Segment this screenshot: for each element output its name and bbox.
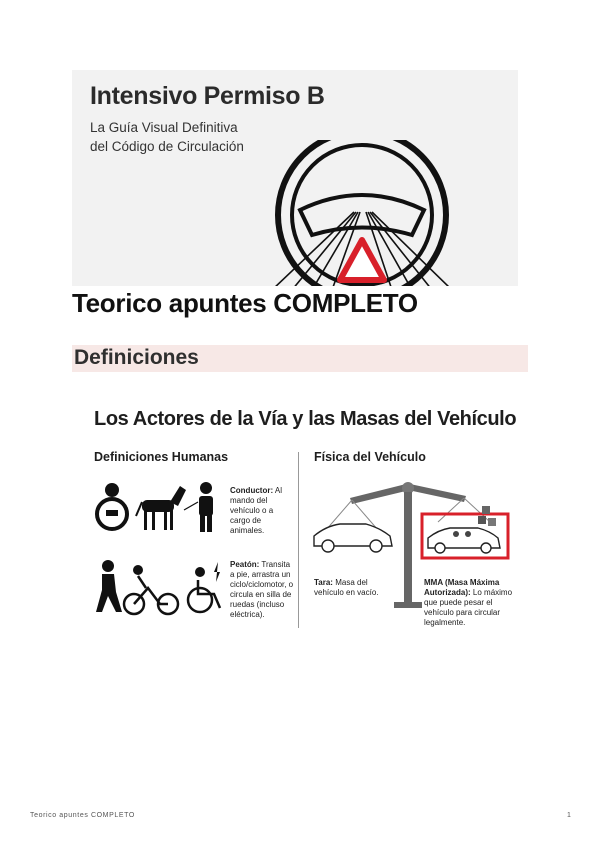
- right-column-heading: Física del Vehículo: [314, 450, 426, 464]
- cover-title: Intensivo Permiso B: [90, 82, 325, 110]
- tara-definition: [314, 578, 394, 598]
- horse-icon: [136, 486, 186, 530]
- infographic-title: Los Actores de la Vía y las Masas del Vehículo: [94, 408, 517, 430]
- human-icons-row1: [94, 480, 230, 536]
- column-divider: [298, 452, 299, 628]
- cover-subtitle-line2: del Código de Circulación: [90, 139, 244, 154]
- conductor-definition: [230, 486, 294, 536]
- peaton-text: Transita a pie, arrastra un ciclo/ciclomotor, o circula en silla de ruedas (incluso eléctrica).: [230, 560, 294, 619]
- document-title: Teorico apuntes COMPLETO: [72, 288, 418, 318]
- mma-definition: [424, 578, 516, 628]
- left-column-heading: Definiciones Humanas: [94, 450, 229, 464]
- tara-text: Masa del vehículo en vacío.: [314, 578, 379, 597]
- conductor-term: Conductor:: [230, 486, 274, 495]
- cover-subtitle-line1: La Guía Visual Definitiva: [90, 120, 238, 135]
- cover-banner: [72, 70, 518, 286]
- peaton-definition: [230, 560, 296, 620]
- wheelchair-icon: [188, 562, 220, 612]
- footer-document-name: Teorico apuntes COMPLETO: [30, 812, 135, 819]
- infographic: [80, 392, 522, 630]
- peaton-term: Peatón:: [230, 560, 260, 569]
- footer-page-number: 1: [567, 812, 571, 819]
- cover-illustration: [262, 140, 518, 286]
- driver-icon: [97, 483, 127, 529]
- car-icon: [314, 524, 392, 552]
- mma-term: MMA (Masa Máxima Autorizada):: [424, 578, 500, 597]
- walking-person-icon: [96, 560, 122, 612]
- human-icons-row2: [94, 560, 230, 616]
- tara-term: Tara:: [314, 578, 333, 587]
- section-title: Definiciones: [74, 346, 199, 369]
- mma-text: Lo máximo que puede pesar el vehículo para circular legalmente.: [424, 588, 513, 627]
- person-icon: [184, 482, 213, 532]
- conductor-text: Al mando del vehículo o a cargo de animales.: [230, 486, 283, 535]
- cyclist-icon: [124, 565, 178, 614]
